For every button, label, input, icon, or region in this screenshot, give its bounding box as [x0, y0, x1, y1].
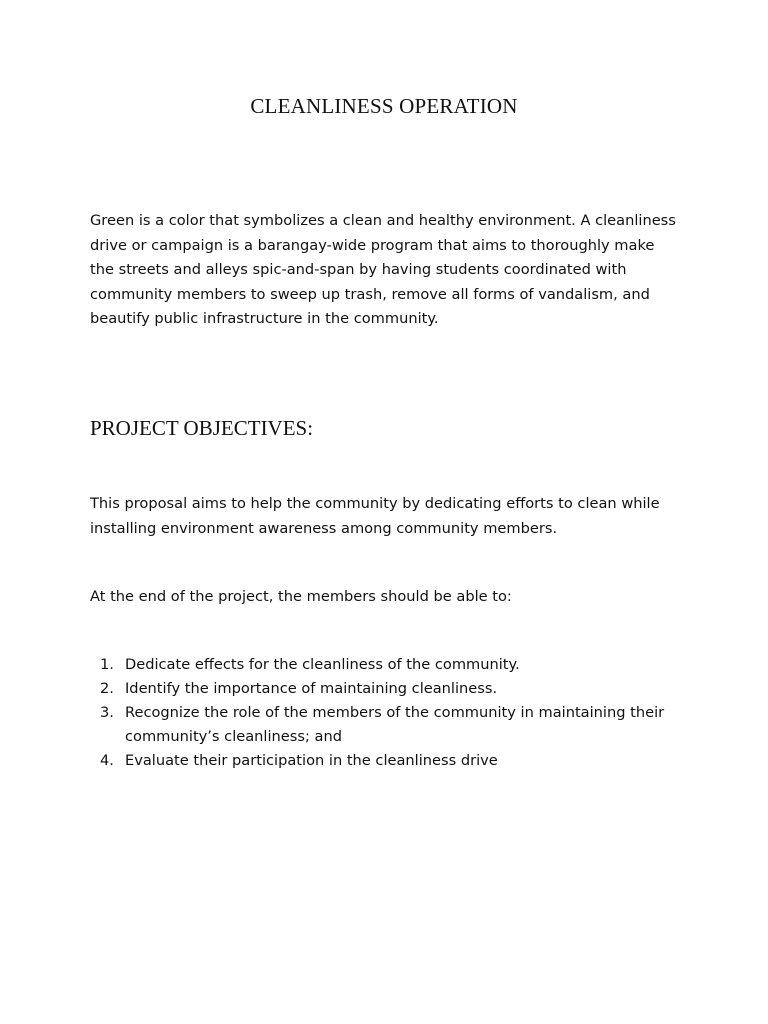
objectives-list: [90, 653, 680, 773]
list-item-number: 2.: [100, 680, 114, 697]
proposal-paragraph: This proposal aims to help the community by dedicating efforts to clean while installing environment awareness among community members.: [90, 495, 660, 537]
list-item-number: 4.: [100, 752, 114, 769]
list-item-number: 3.: [100, 704, 114, 721]
document-title: CLEANLINESS OPERATION: [250, 94, 518, 118]
intro-paragraph: Green is a color that symbolizes a clean and healthy environment. A cleanliness drive or campaign is a barangay-wide program that aims to thoroughly make the streets and alleys spic-and-span by having students coordinated with community members to sweep up trash, remove all forms of vandalism, and beautify public infrastructure in the community.: [90, 212, 676, 327]
list-item-text: Recognize the role of the members of the community in maintaining their community’s cleanliness; and: [125, 704, 665, 745]
list-item-text: Evaluate their participation in the cleanliness drive: [125, 752, 498, 769]
end-of-project-line: At the end of the project, the members should be able to:: [90, 588, 512, 605]
list-item: [90, 701, 680, 749]
objectives-heading: PROJECT OBJECTIVES:: [90, 416, 314, 440]
list-item-text: Dedicate effects for the cleanliness of the community.: [125, 656, 520, 673]
list-item: [90, 653, 680, 677]
list-item: [90, 677, 680, 701]
list-item-number: 1.: [100, 656, 114, 673]
list-item: [90, 749, 680, 773]
list-item-text: Identify the importance of maintaining cleanliness.: [125, 680, 498, 697]
